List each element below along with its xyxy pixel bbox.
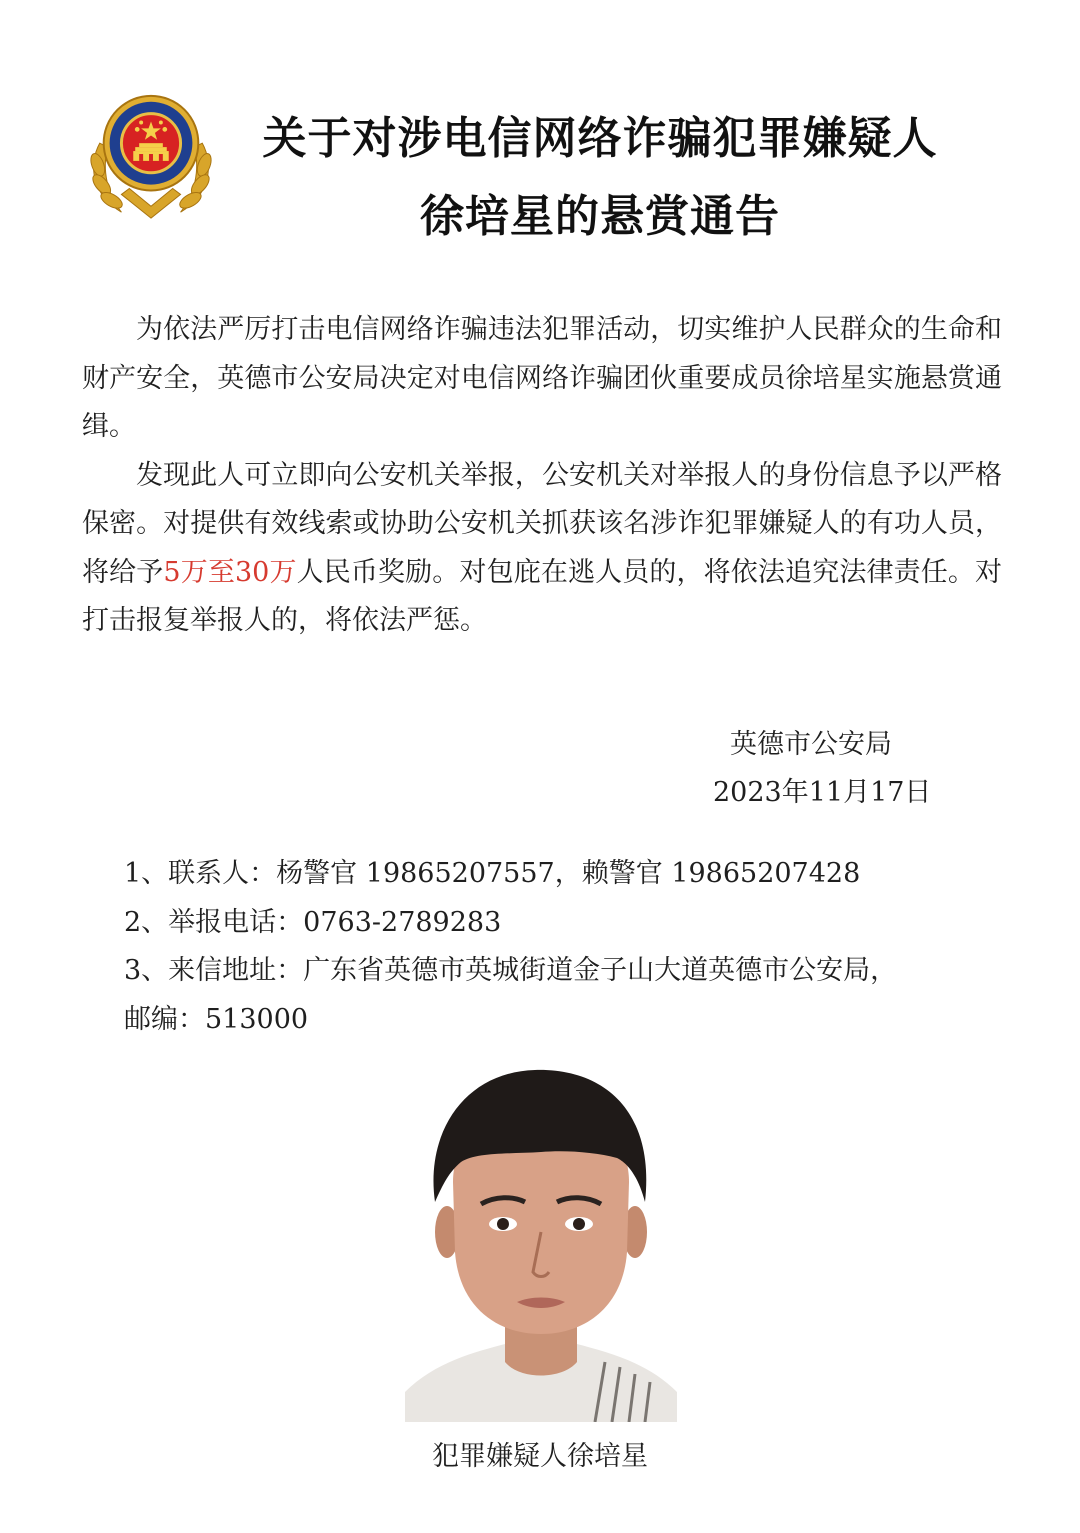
contact-line-2: 2、举报电话：0763-2789283 — [124, 906, 502, 938]
contact-line-1: 1、联系人：杨警官 19865207557，赖警官 19865207428 — [124, 858, 861, 889]
notice-title-line1: 关于对涉电信网络诈骗犯罪嫌疑人 — [262, 113, 938, 164]
notice-paragraph-1: 为依法严厉打击电信网络诈骗违法犯罪活动，切实维护人民群众的生命和财产安全，英德市公安局决定对电信网络诈骗团伙重要成员徐培星实施悬赏通缉。 — [82, 314, 1002, 442]
notice-title-line2: 徐培星的悬赏通告 — [420, 191, 780, 242]
signature-agency: 英德市公安局 — [730, 729, 892, 760]
notice-body — [82, 306, 1002, 646]
signature-date: 2023年11月17日 — [713, 777, 932, 808]
photo-caption: 犯罪嫌疑人徐培星 — [432, 1441, 648, 1472]
paragraph-2-before: 发现此人可立即向公安机关举报，公安机关对举报人的身份信息予以严格保密。对提供有效线索或协助公安机关抓获该名涉诈犯罪嫌疑人的有功人员，将给予 — [82, 459, 1002, 588]
contact-line-3: 3、来信地址：广东省英德市英城街道金子山大道英德市公安局， — [124, 955, 898, 986]
suspect-portrait — [405, 1062, 677, 1422]
police-emblem-icon — [82, 86, 220, 224]
portrait-drawing — [405, 1062, 677, 1422]
notice-paragraph-2 — [82, 452, 1002, 646]
reward-amount: 5万至30万 — [163, 556, 297, 588]
paragraph-2-after: 人民币奖励。对包庇在逃人员的，将依法追究法律责任。对打击报复举报人的，将依法严惩。 — [82, 556, 1002, 636]
contact-line-4: 邮编：513000 — [124, 1003, 309, 1035]
contact-info — [124, 850, 1004, 1044]
